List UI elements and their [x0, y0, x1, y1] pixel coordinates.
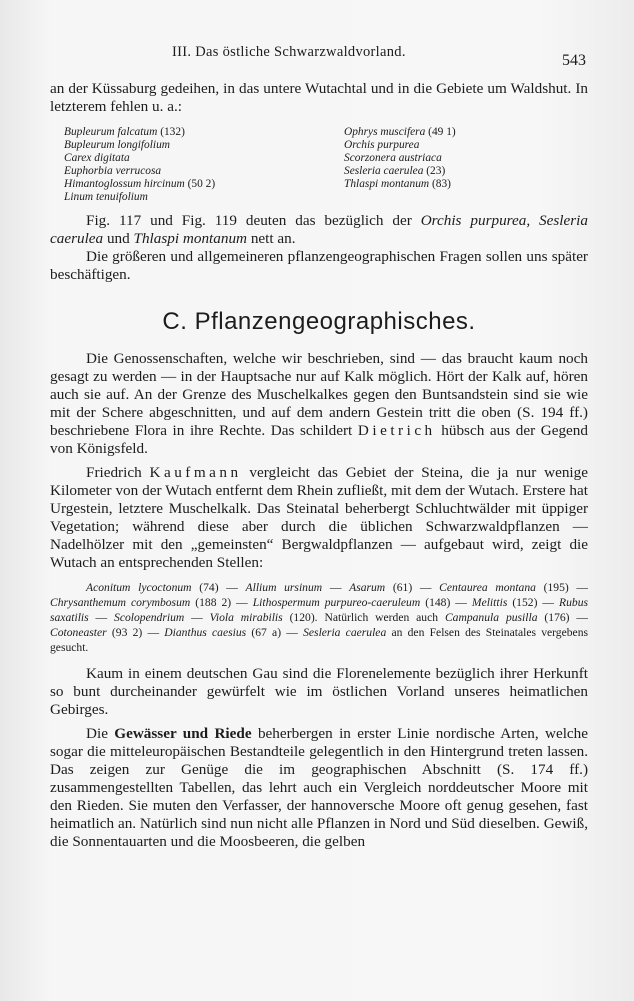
species-item: Orchis purpurea: [344, 139, 420, 151]
species-item: Ophrys muscifera (49 1): [344, 126, 456, 138]
species-item: Himantoglossum hircinum (50 2): [64, 178, 216, 190]
running-header: [52, 44, 586, 68]
species-item: Euphorbia verrucosa: [64, 165, 162, 177]
page-number: 543: [562, 52, 586, 69]
species-column-right: [344, 126, 456, 204]
body-paragraph-3: Kaum in einem deutschen Gau sind die Florenelemente bezüglich ihrer Herkunft so bunt durcheinander gewürfelt wie im östlichen Vorland unseres heimatlichen Gebirges.: [50, 665, 588, 718]
species-item: Bupleurum longifolium: [64, 139, 170, 151]
species-item: Linum tenuifolium: [64, 191, 148, 203]
figure-reference-paragraph: Fig. 117 und Fig. 119 deuten das bezüglich der Orchis purpurea, Sesleria caerulea und Thlaspi montanum nett an.: [50, 212, 588, 247]
species-item: Scorzonera austriaca: [344, 152, 442, 164]
species-item: Bupleurum falcatum (132): [64, 126, 185, 138]
body-paragraph-2: Friedrich Kaufmann vergleicht das Gebiet der Steina, die ja nur wenige Kilometer von der Wutach entfernt dem Rhein zufließt, mit dem der Wutach. Erstere hat Urgestein, letztere Muschelkalk. Das Steinatal beherbergt Schluchtwälder mit üppiger Vegetation; während diese aber durch die üblichen Schwarzwaldpflanzen — Nadelhölzer mit den „gemeinsten“ Bergwaldpflanzen — aufgebaut wird, zeigt die Wutach an entsprechenden Stellen:: [50, 464, 588, 571]
page-body: [50, 80, 588, 851]
species-list: [64, 126, 588, 204]
species-column-left: [64, 126, 344, 204]
general-questions-paragraph: Die größeren und allgemeineren pflanzengeographischen Fragen sollen uns später beschäftigen.: [50, 248, 588, 283]
species-small-print: Aconitum lycoctonum (74) — Allium ursinum — Asarum (61) — Centaurea montana (195) — Chrysanthemum corymbosum (188 2) — Lithospermum purpureo-caeruleum (148) — Melittis (152) — Rubus saxatilis — Scolopendrium — Viola mirabilis (120). Natürlich werden auch Campanula pusilla (176) — Cotoneaster (93 2) — Dianthus caesius (67 a) — Sesleria caerulea an den Felsen des Steinatales vergebens gesucht.: [50, 581, 589, 654]
intro-paragraph: an der Küssaburg gedeihen, in das untere Wutachtal und in die Gebiete um Waldshut. In letzterem fehlen u. a.:: [50, 80, 588, 115]
body-paragraph-4: Die Gewässer und Riede beherbergen in erster Linie nordische Arten, welche sogar die mitteleuropäischen Bestandteile gelegentlich in den Hintergrund treten lassen. Das zeigen zur Genüge die im geographischen Abschnitt (S. 174 ff.) zusammengestellten Tabellen, das lehrt auch ein Vergleich norddeutscher Moore mit den Rieden. Sie muten den Verfasser, der hannoversche Moore oft genug gesehen, fast heimatlich an. Natürlich sind nun nicht alle Pflanzen in Nord und Süd dieselben. Gewiß, die Sonnentauarten und die Moosbeeren, die gelben: [50, 725, 588, 850]
species-item: Carex digitata: [64, 152, 130, 164]
species-item: Sesleria caerulea (23): [344, 165, 446, 177]
body-paragraph-1: Die Genossenschaften, welche wir beschrieben, sind — das braucht kaum noch gesagt zu werden — in der Hauptsache nur auf Kalk möglich. Hört der Kalk auf, hören auch sie auf. An der Grenze des Muschelkalkes gegen den Buntsandstein sind sie wie mit der Schere abgeschnitten, und auf dem andern Gestein tritt die oben (S. 194 ff.) beschriebene Flora in ihre Rechte. Das schildert Dietrich hübsch aus der Gegend von Königsfeld.: [50, 350, 588, 457]
species-item: Thlaspi montanum (83): [344, 178, 451, 190]
section-heading: C. Pflanzengeographisches.: [162, 308, 476, 335]
chapter-title: III. Das östliche Schwarzwaldvorland.: [172, 44, 406, 60]
